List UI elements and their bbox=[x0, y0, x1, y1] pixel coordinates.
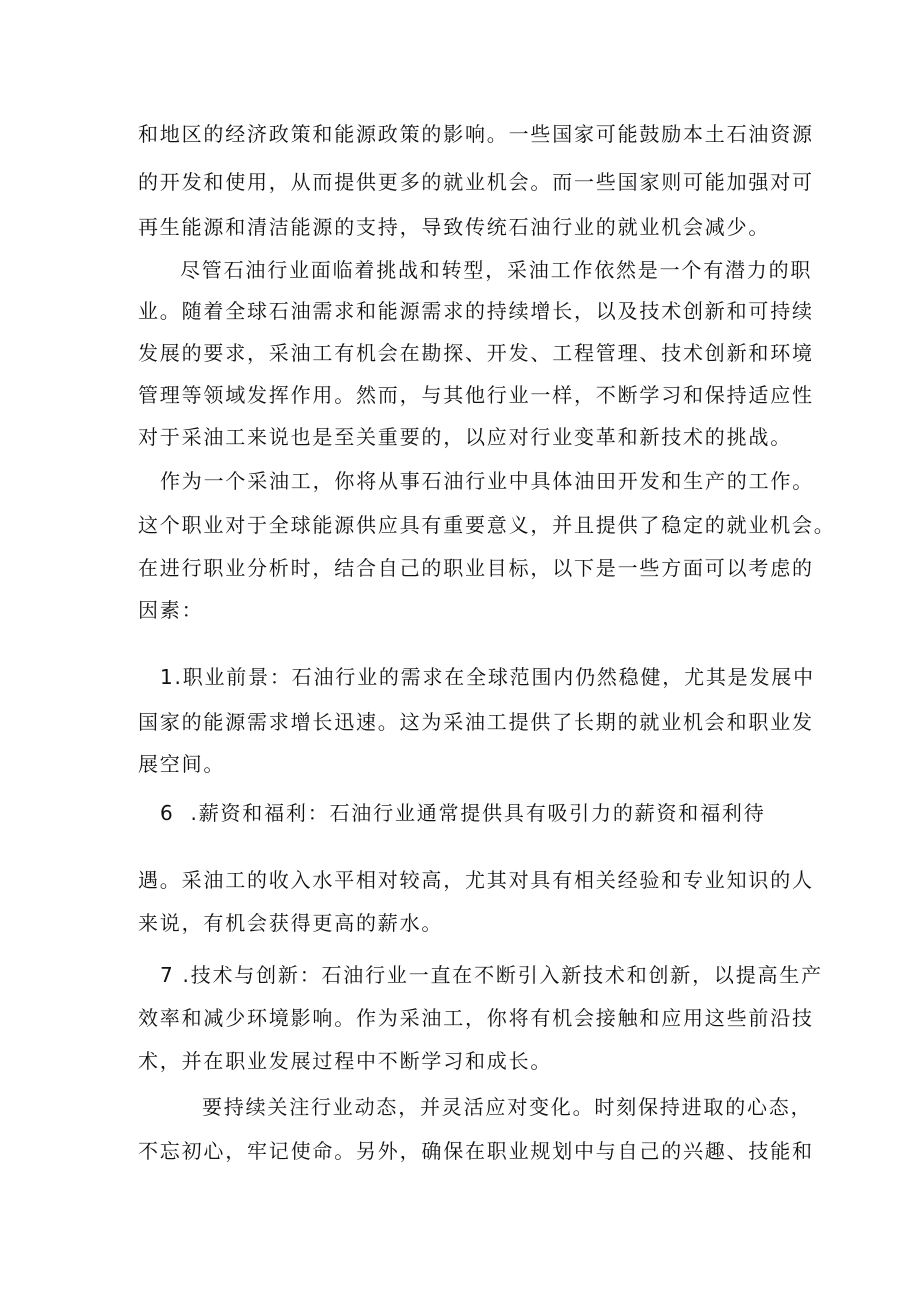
paragraph-2-line-3: 发展的要求，采油工有机会在勘探、开发、工程管理、技术创新和环境 bbox=[138, 341, 814, 365]
paragraph-2-line-1: 尽管石油行业面临着挑战和转型，采油工作依然是一个有潜力的职 bbox=[180, 258, 813, 282]
paragraph-1-line-3: 再生能源和清洁能源的支持，导致传统石油行业的就业机会减少。 bbox=[138, 215, 771, 239]
paragraph-2-line-2: 业。随着全球石油需求和能源需求的持续增长，以及技术创新和可持续 bbox=[138, 299, 814, 323]
list-item-1-text: 职业前景：石油行业的需求在全球范围内仍然稳健，尤其是发展中 bbox=[182, 665, 815, 689]
list-item-1-line-1 bbox=[160, 665, 815, 689]
list-item-6-line-3: 来说，有机会获得更高的薪水。 bbox=[138, 911, 444, 935]
list-item-7-text: .技术与创新：石油行业一直在不断引入新技术和创新，以提高生产 bbox=[182, 963, 823, 987]
paragraph-2-line-5: 对于采油工来说也是至关重要的，以应对行业变革和新技术的挑战。 bbox=[138, 425, 792, 449]
list-item-1-line-2: 国家的能源需求增长迅速。这为采油工提供了长期的就业机会和职业发 bbox=[138, 710, 814, 734]
list-item-6-line-1 bbox=[160, 801, 766, 825]
paragraph-1-line-1: 和地区的经济政策和能源政策的影响。一些国家可能鼓励本土石油资源 bbox=[138, 122, 814, 146]
paragraph-3-line-3: 在进行职业分析时，结合自己的职业目标，以下是一些方面可以考虑的 bbox=[138, 556, 814, 580]
list-item-7-line-2: 效率和减少环境影响。作为采油工，你将有机会接触和应用这些前沿技 bbox=[138, 1006, 814, 1030]
list-item-7-number: 7 bbox=[160, 963, 175, 987]
list-item-6-line-2: 遇。采油工的收入水平相对较高，尤其对具有相关经验和专业知识的人 bbox=[138, 868, 814, 892]
list-item-6-number: 6 bbox=[160, 801, 175, 825]
list-item-7-line-1 bbox=[160, 963, 823, 987]
paragraph-1-line-2: 的开发和使用，从而提供更多的就业机会。而一些国家则可能加强对可 bbox=[138, 170, 814, 194]
list-item-1-line-3: 展空间。 bbox=[138, 752, 226, 776]
paragraph-4-line-1: 要持续关注行业动态，并灵活应对变化。时刻保持进取的心态， bbox=[202, 1095, 813, 1119]
paragraph-3-line-4: 因素： bbox=[138, 598, 204, 622]
list-item-6-text: .薪资和福利：石油行业通常提供具有吸引力的薪资和福利待 bbox=[190, 801, 766, 825]
paragraph-2-line-4: 管理等领域发挥作用。然而，与其他行业一样，不断学习和保持适应性 bbox=[138, 383, 814, 407]
paragraph-3-line-2: 这个职业对于全球能源供应具有重要意义，并且提供了稳定的就业机会。 bbox=[138, 513, 836, 537]
list-item-1-number: 1. bbox=[160, 665, 183, 689]
paragraph-3-line-1: 作为一个采油工，你将从事石油行业中具体油田开发和生产的工作。 bbox=[160, 469, 814, 493]
paragraph-4-line-2: 不忘初心，牢记使命。另外，确保在职业规划中与自己的兴趣、技能和 bbox=[138, 1139, 814, 1163]
list-item-7-line-3: 术，并在职业发展过程中不断学习和成长。 bbox=[138, 1049, 553, 1073]
